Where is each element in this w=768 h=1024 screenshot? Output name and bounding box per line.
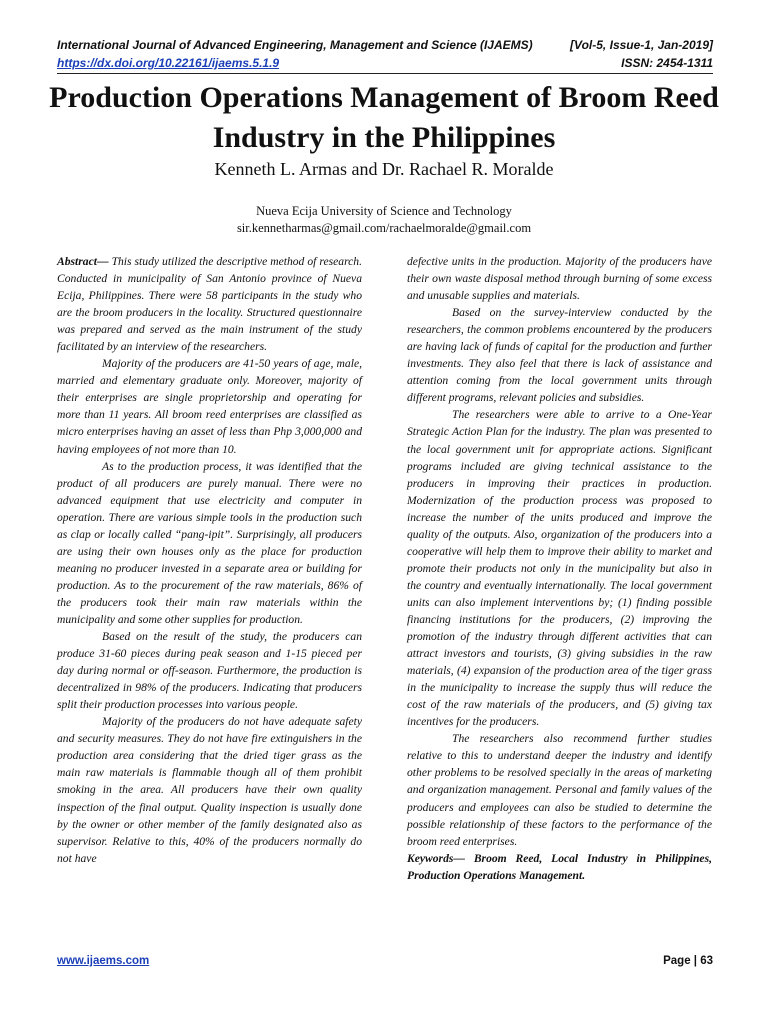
abstract-paragraph: The researchers also recommend further studies relative to this to understand deeper the industry and identify other problems to be resolved specially in the areas of marketing and organization management. Personal and family values of the producers and employees can also be studied to determine the possible relationship of these factors to the performance of the broom reed enterprises. (407, 732, 712, 848)
abstract-paragraph: Abstract— This study utilized the descriptive method of research. Conducted in municipality of San Antonio province of Nueva Ecija, Philippines. There were 58 participants in the study who are the broom producers in the locality. Structured questionnaire was prepared and served as the main instrument of the study facilitated by an interview of the researchers. (57, 255, 362, 354)
running-header (57, 38, 713, 52)
abstract-column-left (57, 253, 362, 867)
paper-title: Production Operations Management of Broom Reed Industry in the Philippines (49, 81, 719, 154)
abstract-paragraph: As to the production process, it was identified that the product of all producers are purely manual. There were no advanced equipment that use electricity and computer in operation. There are various simple tools in the production such as clap or locally called “pang-ipit”. Surprisingly, all producers are using their own houses only as the place for production meaning no producer invested in a separate area or building for production. As to the procurement of the raw materials, 86% of the producers took their main raw materials within the municipality and some other supplies for production. (57, 459, 362, 626)
keywords: Keywords— Broom Reed, Local Industry in Philippines, Production Operations Management. (407, 851, 712, 882)
affiliation: Nueva Ecija University of Science and Technology (256, 204, 512, 218)
abstract-paragraph: Majority of the producers are 41-50 years of age, male, married and elementary graduate only. Moreover, majority of their enterprises are single proprietorship and operating for more than 11 years. All broom reed enterprises are classified as micro enterprises having an asset of less than Php 3,000,000 and having employees of not more than 10. (57, 357, 362, 456)
volume-issue: [Vol-5, Issue-1, Jan-2019] (570, 38, 713, 52)
journal-name: International Journal of Advanced Engineering, Management and Science (IJAEMS) (57, 38, 533, 52)
abstract-paragraph: Based on the survey-interview conducted by the researchers, the common problems encountered by the producers are having lack of funds of capital for the production and further investments. They also feel that there is lack of assistance and attention coming from the local government units through different programs, relevant policies and subsidies. (407, 306, 712, 405)
header-divider (57, 73, 713, 74)
page-number: Page | 63 (663, 955, 713, 967)
doi-link[interactable]: https://dx.doi.org/10.22161/ijaems.5.1.9 (57, 56, 280, 70)
doi-row (57, 56, 713, 70)
affiliation-block (40, 203, 728, 237)
abstract-paragraph: The researchers were able to arrive to a One-Year Strategic Action Plan for the industry. The plan was presented to the local government unit for appropriate actions. Significant programs included are giving technical assistance to the producers in improving their practices in production. Modernization of the production process was proposed to increase the number of the units produced and improve the quality of the outputs. Also, organization of the producers into a cooperative will help them to improve their ability to market and promote their products not only in the municipality but also in the country and eventually internationally. The local government units can also implement interventions by; (1) finding possible financing institutions for the producers, (2) improving the promotion of the industry through different activities that can attract investors and tourists, (3) giving subsidies in the raw materials, (4) expansion of the production area of the tiger grass in the municipality to increase the supply thus will reduce the cost of the raw materials of the producers, and (5) giving tax incentives for the producers. (407, 408, 712, 729)
abstract-paragraph: Majority of the producers do not have adequate safety and security measures. They do not have fire extinguishers in the production area considering that the dried tiger grass as the main raw materials is flammable though all of them prohibit smoking in the area. All producers have their own quality inspection of the final output. Quality inspection is usually done by the owner or other member of the family designated also as supervisor. Relative to this, 40% of the producers normally do not have (57, 715, 362, 865)
abstract-paragraph: Based on the result of the study, the producers can produce 31-60 pieces during peak season and 1-15 pieced per day during normal or off-season. Furthermore, the production is decentralized in 98% of the producers. Indicating that producers split their production processes into various people. (57, 630, 362, 712)
abstract-label: Abstract— (57, 255, 109, 268)
abstract-column-right (407, 253, 712, 884)
authors: Kenneth L. Armas and Dr. Rachael R. Moralde (214, 159, 554, 179)
page-footer (57, 955, 713, 967)
issn: ISSN: 2454-1311 (621, 56, 713, 70)
journal-website-link[interactable]: www.ijaems.com (57, 955, 150, 967)
abstract-paragraph: defective units in the production. Majority of the producers have their own waste disposal method through burning of some excess and unusable supplies and materials. (407, 255, 712, 303)
author-emails: sir.kennetharmas@gmail.com/rachaelmoralde@gmail.com (236, 221, 532, 235)
